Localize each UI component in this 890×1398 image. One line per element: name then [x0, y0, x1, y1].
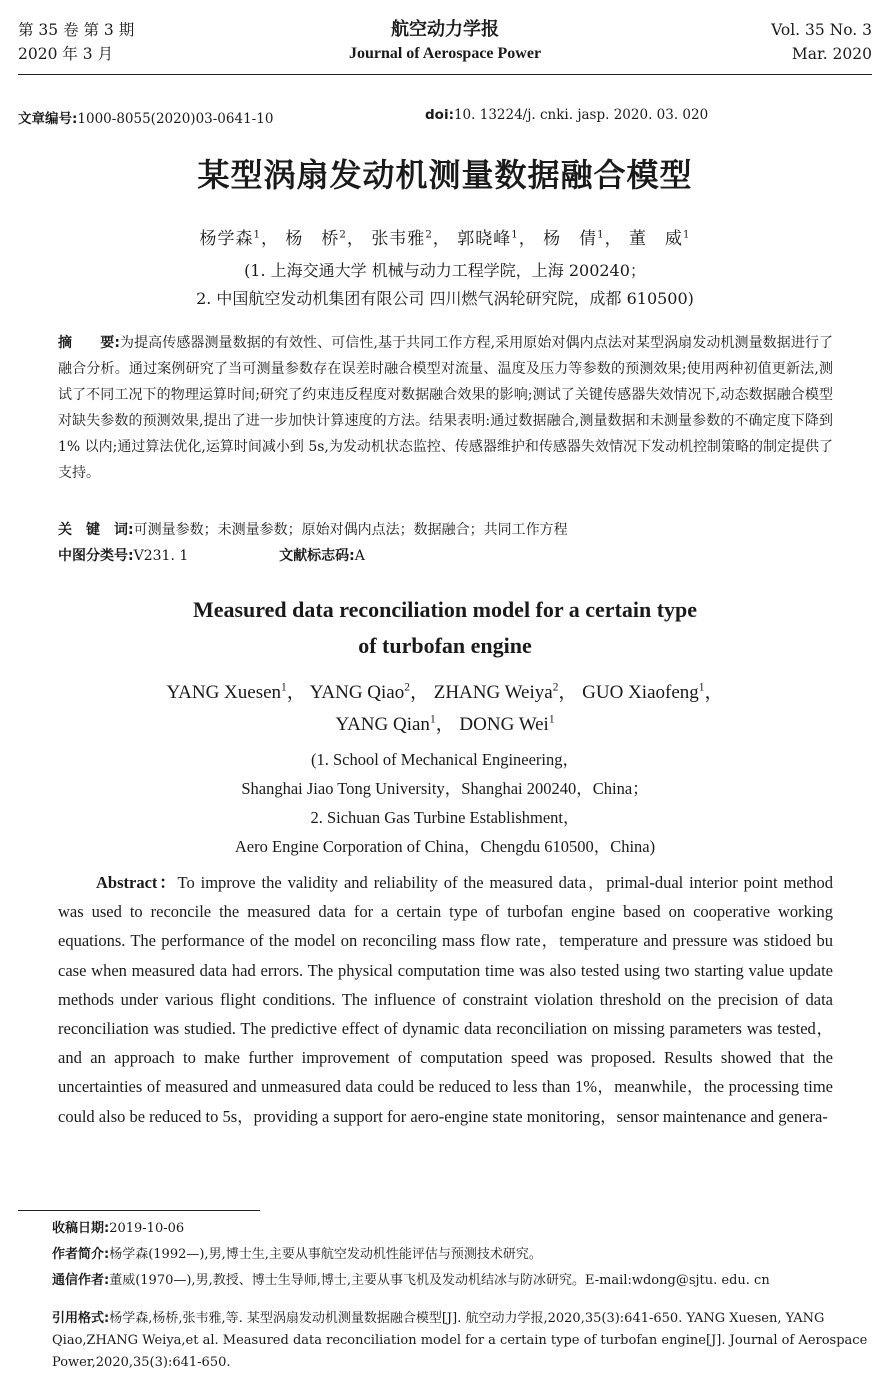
journal-name-cn: 航空动力学报	[391, 19, 499, 40]
footnote-divider	[18, 1210, 260, 1211]
journal-name-en: Journal of Aerospace Power	[348, 45, 542, 62]
abstract-cn-text: 为提高传感器测量数据的有效性、可信性,基于共同工作方程,采用原始对偶内点法对某型涡扇发动机测量数据进行了融合分析。通过案例研究了当可测量参数存在误差时融合模型对流量、温度及压力等参数的预测效果;使用两种初值更新法,测试了不同工况下的物理运算时间;研究了约束违反程度对数据融合效果的影响;测试了关键传感器失效情况下,动态数据融合模型对缺失参数的预测效果,提出了进一步加快计算速度的方法。结果表明:通过数据融合,测量数据和未测量参数的不确定度下降到 1% 以内;通过算法优化,运算时间减小到 5s,为发动机状态监控、传感器维护和传感器失效情况下发动机控制策略的制定提供了支持。	[58, 335, 833, 481]
doi	[425, 107, 708, 123]
keywords-cn-label: 关 键 词:	[58, 522, 134, 538]
cite-label: 引用格式:	[52, 1311, 110, 1326]
paper-title-en	[0, 592, 890, 664]
footnote-received	[52, 1218, 872, 1240]
volume-issue-en: Vol. 35 No. 3	[771, 21, 872, 39]
affiliation-cn-1: (1. 上海交通大学 机械与动力工程学院，上海 200240；	[244, 261, 646, 280]
article-number-value: 1000-8055(2020)03-0641-10	[77, 111, 274, 127]
corr-text: 董威(1970—),男,教授、博士生导师,博士,主要从事飞机及发动机结冰与防冰研究。E-mail:wdong@sjtu. edu. cn	[109, 1273, 770, 1288]
journal-name	[0, 18, 890, 66]
author-cn: 张韦雅$^2$	[371, 229, 433, 249]
author-en: YANG Qiao$^2$	[309, 681, 410, 703]
affiliation-cn-2: 2. 中国航空发动机集团有限公司 四川燃气涡轮研究院，成都 610500)	[196, 289, 694, 308]
article-number-label: 文章编号:	[18, 111, 78, 127]
clc-label: 中图分类号:	[58, 548, 134, 564]
affiliation-en-1: (1. School of Mechanical Engineering，	[310, 750, 580, 769]
bio-label: 作者简介:	[52, 1247, 110, 1262]
volume-issue: 第 35 卷 第 3 期	[18, 21, 135, 39]
author-cn: 董 威$^1$	[628, 229, 691, 249]
clc-value: V231. 1	[133, 548, 189, 564]
article-number	[18, 107, 273, 127]
keywords-cn-text: 可测量参数；未测量参数；原始对偶内点法；数据融合；共同工作方程	[133, 522, 568, 538]
author-list-en-line1: YANG Xuesen$^1$， YANG Qiao$^2$， ZHANG Weiya$^2$， GUO Xiaofeng$^1$，	[166, 681, 724, 703]
doi-label: doi:	[425, 107, 454, 123]
paper-title-cn: 某型涡扇发动机测量数据融合模型	[197, 156, 693, 194]
footnote-author-bio	[52, 1244, 872, 1266]
journal-volume-info-en	[771, 18, 872, 66]
author-en: ZHANG Weiya$^2$	[433, 681, 559, 703]
doc-code-label: 文献标志码:	[279, 548, 355, 564]
corr-label: 通信作者:	[52, 1273, 110, 1288]
footnote-corresponding	[52, 1270, 872, 1292]
abstract-en	[58, 868, 833, 1131]
affiliation-en-2: Shanghai Jiao Tong University，Shanghai 200240，China；	[241, 779, 649, 798]
abstract-cn	[58, 330, 833, 486]
affiliation-en-4: Aero Engine Corporation of China，Chengdu 610500，China)	[234, 837, 656, 856]
author-en: DONG Wei$^1$	[459, 713, 555, 735]
author-list-cn: 杨学森$^1$， 杨 桥$^2$， 张韦雅$^2$， 郭晓峰$^1$， 杨 倩$^1$， 董 威$^1$	[199, 229, 691, 249]
abstract-en-label: Abstract：	[96, 873, 178, 892]
author-cn: 郭晓峰$^1$	[457, 229, 519, 249]
cite-text: 杨学森,杨桥,张韦雅,等. 某型涡扇发动机测量数据融合模型[J]. 航空动力学报,2020,35(3):641-650. YANG Xuesen, YANG Qiao,ZHANG Weiya,et al. Measured data reconciliation model for a certain type of turbofan engine[J]. Journal of Aerospace Power,2020,35(3):641-650.	[52, 1311, 868, 1370]
author-list-en-line2: YANG Qian$^1$， DONG Wei$^1$	[335, 713, 555, 735]
received-label: 收稿日期:	[52, 1221, 110, 1236]
paper-title-en-line1: Measured data reconciliation model for a certain type	[192, 597, 698, 622]
keywords-cn	[58, 517, 833, 543]
abstract-cn-label: 摘 要:	[58, 335, 120, 351]
received-date: 2019-10-06	[109, 1221, 185, 1236]
publication-date-cn: 2020 年 3 月	[18, 45, 114, 63]
author-en: GUO Xiaofeng$^1$	[582, 681, 705, 703]
header-divider	[18, 74, 872, 75]
author-cn: 杨 倩$^1$	[543, 229, 605, 249]
classification-cn	[58, 543, 833, 569]
author-cn: 杨学森$^1$	[199, 229, 262, 249]
author-en: YANG Xuesen$^1$	[166, 681, 287, 703]
paper-title-en-line2: of turbofan engine	[358, 633, 532, 658]
publication-date-en: Mar. 2020	[791, 45, 872, 63]
bio-text: 杨学森(1992—),男,博士生,主要从事航空发动机性能评估与预测技术研究。	[109, 1247, 542, 1262]
affiliation-en-3: 2. Sichuan Gas Turbine Establishment，	[310, 808, 580, 827]
author-cn: 杨 桥$^2$	[285, 229, 347, 249]
footnote-citation	[52, 1308, 872, 1374]
abstract-en-text: To improve the validity and reliability of the measured data，primal-dual interior point method was used to reconcile the measured data for a certain type of turbofan engine based on cooperative working equations. The performance of the model on reconciling mass flow rate，temperature and pressure was stidoed bu case when measured data had errors. The physical computation time was also tested using two starting value update methods under various flight conditions. The influence of constraint violation threshold on the precision of data reconciliation was studied. The predictive effect of dynamic data reconciliation on missing parameters was tested，and an approach to make further improvement of computation speed was proposed. Results showed that the uncertainties of measured and unmeasured data could be reduced to less than 1%，meanwhile，the processing time could also be reduced to 5s，providing a support for aero-engine state monitoring，sensor maintenance and genera-	[58, 873, 833, 1126]
doi-value: 10. 13224/j. cnki. jasp. 2020. 03. 020	[453, 107, 709, 123]
doc-code-value: A	[354, 548, 365, 564]
author-en: YANG Qian$^1$	[335, 713, 436, 735]
